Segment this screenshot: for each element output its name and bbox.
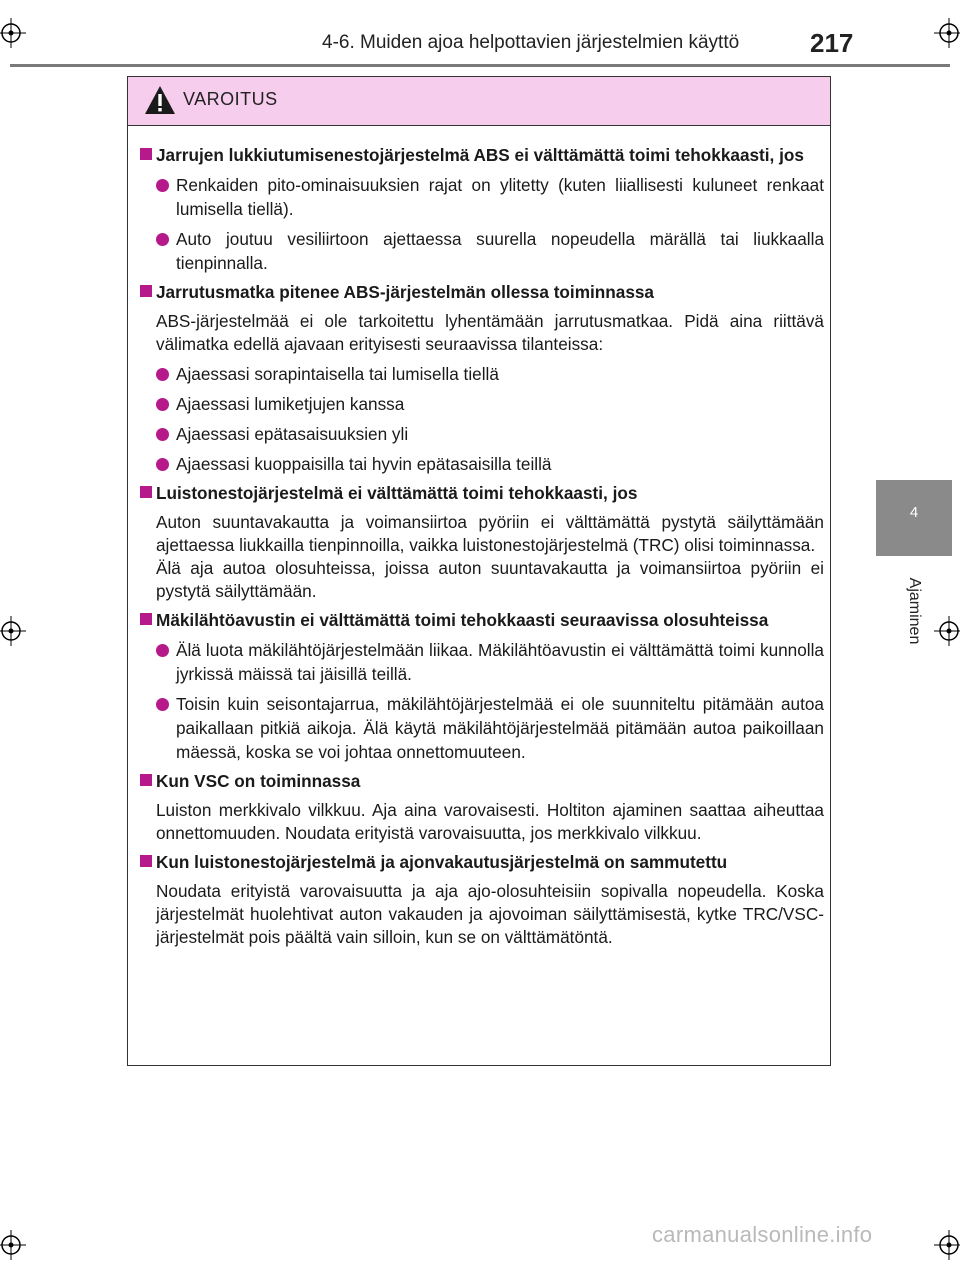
registration-mark-icon [934,1230,960,1260]
square-bullet-icon [140,148,152,160]
round-bullet-icon [156,458,169,471]
bullet-item [156,692,824,764]
warning-section [136,769,824,845]
bullet-item-text: Ajaessasi sorapintaisella tai lumisella tiellä [176,364,499,384]
square-bullet-icon [140,855,152,867]
section-heading: Kun luistonestojärjestelmä ja ajonvakautusjärjestelmä on sammutettu [156,852,728,872]
section-heading: Luistonestojärjestelmä ei välttämättä toimi tehokkaasti, jos [156,483,638,503]
square-bullet-icon [140,285,152,297]
warning-triangle-icon [144,85,176,115]
chapter-tab-label: Ajaminen [906,577,923,645]
round-bullet-icon [156,179,169,192]
bullet-item-text: Ajaessasi kuoppaisilla tai hyvin epätasaisilla teillä [176,454,552,474]
round-bullet-icon [156,644,169,657]
bullet-item-text: Ajaessasi lumiketjujen kanssa [176,394,405,414]
warning-section [136,850,824,949]
square-bullet-icon [140,774,152,786]
section-heading: Jarrujen lukkiutumisenestojärjestelmä ABS ei välttämättä toimi tehokkaasti, jos [156,145,804,165]
bullet-item-text: Toisin kuin seisontajarrua, mäkilähtöjärjestelmää ei ole suunniteltu pitämään autoa paikallaan pitkiä aikoja. Älä käytä mäkilähtöjärjestelmää pitämään autoa paikoillaan mäessä, koska se voi johtaa onnettomuuteen. [176,694,824,762]
warning-section [136,481,824,603]
section-paragraph: Älä aja autoa olosuhteissa, joissa auton suuntavakautta ja voimansiirtoa pyöriin ei pystytä säilyttämään. [156,558,824,601]
bullet-item-text: Älä luota mäkilähtöjärjestelmään liikaa. Mäkilähtöavustin ei välttämättä toimi kunnolla jyrkissä mäissä tai jäisillä teillä. [176,640,824,684]
bullet-item [156,638,824,686]
registration-mark-icon [0,1230,26,1260]
header-divider [10,64,950,67]
chapter-tab-number: 4 [909,504,919,521]
round-bullet-icon [156,698,169,711]
bullet-item [156,227,824,275]
section-paragraph: ABS-järjestelmää ei ole tarkoitettu lyhentämään jarrutusmatkaa. Pidä aina riittävä välimatka edellä ajavaan erityisesti seuraavissa tilanteissa: [156,311,824,354]
section-heading: Jarrutusmatka pitenee ABS-järjestelmän ollessa toiminnassa [156,282,654,302]
section-paragraph: Luiston merkkivalo vilkkuu. Aja aina varovaisesti. Holtiton ajaminen saattaa aiheuttaa onnettomuuden. Noudata erityistä varovaisuutta, jos merkkivalo vilkkuu. [156,800,824,843]
round-bullet-icon [156,233,169,246]
warning-header [128,77,830,126]
warning-box [127,76,831,1066]
bullet-item [156,392,824,416]
registration-mark-icon [0,18,26,48]
bullet-item [156,452,824,476]
section-heading: Kun VSC on toiminnassa [156,771,361,791]
registration-mark-icon [934,18,960,48]
round-bullet-icon [156,368,169,381]
section-paragraph: Noudata erityistä varovaisuutta ja aja ajo-olosuhteisiin sopivalla nopeudella. Koska järjestelmät huolehtivat auton vakauden ja ajovoiman säilyttämisestä, kytke TRC/VSC-järjestelmät pois päältä vain silloin, kun se on välttämätöntä. [156,881,824,947]
warning-section [136,608,824,764]
bullet-item [156,173,824,221]
chapter-title: 4-6. Muiden ajoa helpottavien järjestelmien käyttö [322,32,740,53]
section-paragraph: Auton suuntavakautta ja voimansiirtoa pyöriin ei välttämättä pystytä säilyttämään ajettaessa liukkailla tienpinnoilla, vaikka luistonestojärjestelmä (TRC) olisi toiminnassa. [156,512,824,555]
registration-mark-icon [0,616,26,646]
bullet-item [156,422,824,446]
registration-mark-icon [934,616,960,646]
square-bullet-icon [140,613,152,625]
round-bullet-icon [156,398,169,411]
chapter-tab[interactable] [876,480,952,556]
bullet-item-text: Auto joutuu vesiliirtoon ajettaessa suurella nopeudella märällä tai liukkaalla tienpinnalla. [176,229,824,273]
section-heading: Mäkilähtöavustin ei välttämättä toimi tehokkaasti seuraavissa olosuhteissa [156,610,769,630]
round-bullet-icon [156,428,169,441]
square-bullet-icon [140,486,152,498]
warning-section [136,143,824,275]
warning-title: VAROITUS [183,89,278,109]
bullet-item-text: Ajaessasi epätasaisuuksien yli [176,424,409,444]
bullet-item-text: Renkaiden pito-ominaisuuksien rajat on ylitetty (kuten liiallisesti kuluneet renkaat lumisella tiellä). [176,175,824,219]
watermark: carmanualsonline.info [652,1222,873,1247]
page-number: 217 [810,28,854,58]
warning-body [128,126,830,949]
bullet-item [156,362,824,386]
warning-section [136,280,824,476]
